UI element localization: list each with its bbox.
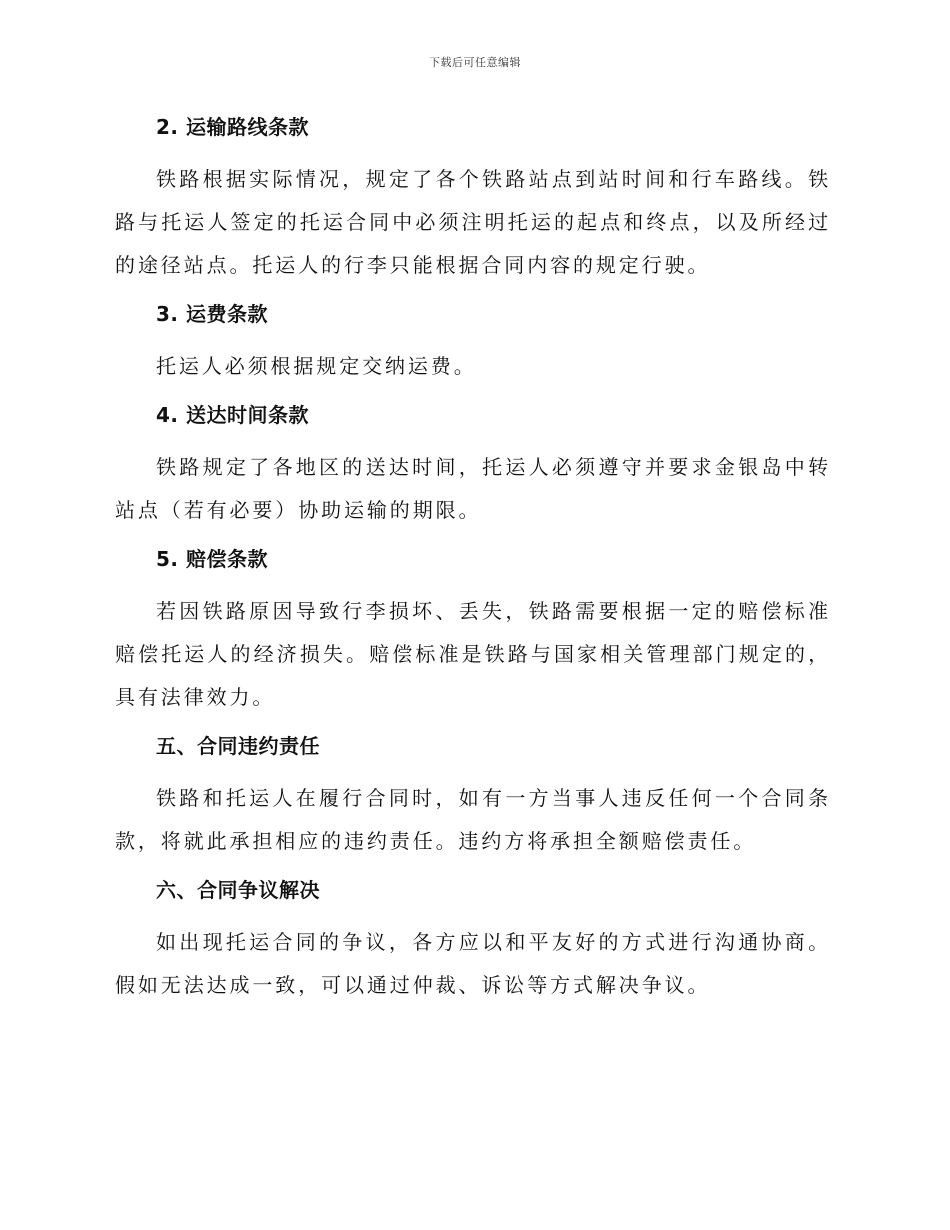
section-breach-liability bbox=[115, 729, 831, 863]
section-paragraph: 铁路规定了各地区的送达时间，托运人必须遵守并要求金银岛中转站点（若有必要）协助运输的期限。 bbox=[115, 455, 831, 522]
header-note: 下载后可任意编辑 bbox=[429, 56, 521, 69]
section-heading: 3. 运费条款 bbox=[156, 302, 268, 326]
section-paragraph: 如出现托运合同的争议，各方应以和平友好的方式进行沟通协商。假如无法达成一致，可以通过仲裁、诉讼等方式解决争议。 bbox=[115, 930, 831, 997]
document-body bbox=[115, 110, 831, 1017]
section-heading: 六、合同争议解决 bbox=[156, 878, 320, 902]
section-heading: 五、合同违约责任 bbox=[156, 734, 320, 758]
section-compensation bbox=[115, 542, 831, 719]
section-heading: 2. 运输路线条款 bbox=[156, 115, 309, 139]
section-transport-route bbox=[115, 110, 831, 287]
section-dispute-resolution bbox=[115, 873, 831, 1007]
section-heading: 5. 赔偿条款 bbox=[156, 547, 268, 571]
section-delivery-time bbox=[115, 398, 831, 532]
section-paragraph: 铁路和托运人在履行合同时，如有一方当事人违反任何一个合同条款，将就此承担相应的违约责任。违约方将承担全额赔偿责任。 bbox=[115, 786, 831, 853]
section-paragraph: 托运人必须根据规定交纳运费。 bbox=[156, 354, 477, 378]
section-freight bbox=[115, 297, 831, 388]
section-heading: 4. 送达时间条款 bbox=[156, 403, 309, 427]
section-paragraph: 铁路根据实际情况，规定了各个铁路站点到站时间和行车路线。铁路与托运人签定的托运合同中必须注明托运的起点和终点，以及所经过的途径站点。托运人的行李只能根据合同内容的规定行驶。 bbox=[115, 167, 831, 277]
section-paragraph: 若因铁路原因导致行李损坏、丢失，铁路需要根据一定的赔偿标准赔偿托运人的经济损失。赔偿标准是铁路与国家相关管理部门规定的，具有法律效力。 bbox=[115, 599, 831, 709]
